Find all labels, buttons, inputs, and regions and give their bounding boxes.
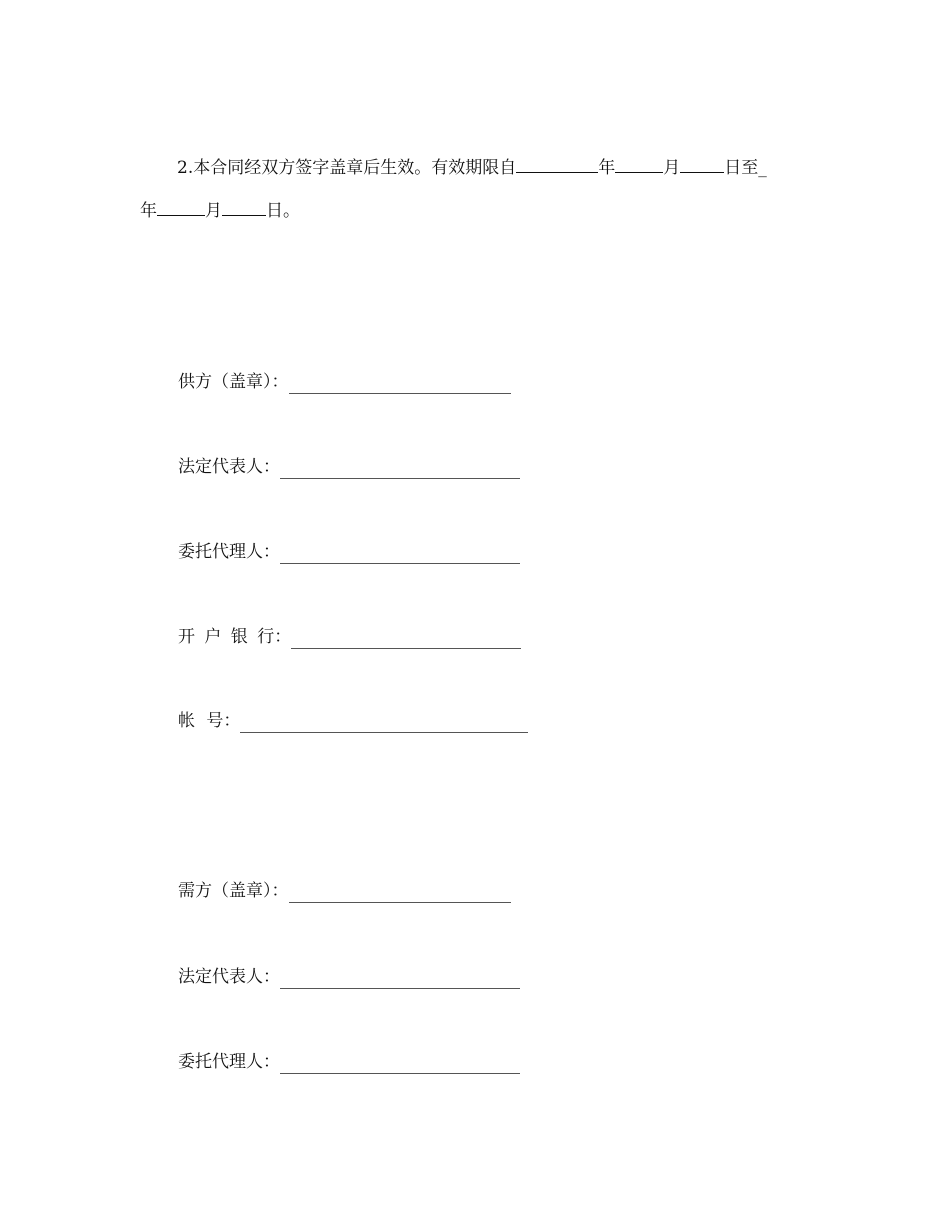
supplier-bank-label: 开 户 银 行：	[178, 627, 292, 647]
start-day-blank	[680, 156, 724, 173]
buyer-rep-row	[178, 965, 520, 989]
supplier-seal-label: 供方（盖章）：	[178, 372, 289, 392]
buyer-seal-line	[289, 888, 511, 903]
validity-clause-text: 2.本合同经双方签字盖章后生效。有效期限自	[177, 158, 517, 178]
buyer-agent-row	[178, 1050, 520, 1074]
supplier-account-row	[178, 709, 528, 733]
validity-clause-line-1	[140, 156, 820, 180]
end-month-blank	[157, 199, 205, 216]
supplier-account-label: 帐 号：	[178, 711, 241, 731]
supplier-agent-row	[178, 540, 520, 564]
buyer-agent-label: 委托代理人：	[178, 1052, 280, 1072]
day-to-label: 日至	[724, 158, 759, 178]
buyer-rep-line	[280, 974, 520, 989]
supplier-account-line	[240, 718, 528, 733]
supplier-rep-line	[280, 464, 520, 479]
supplier-bank-row	[178, 625, 521, 649]
buyer-seal-label: 需方（盖章）：	[178, 881, 289, 901]
supplier-agent-line	[280, 549, 520, 564]
month-label: 月	[663, 158, 681, 178]
end-month-label: 月	[205, 201, 222, 221]
supplier-rep-row	[178, 455, 520, 479]
buyer-agent-line	[280, 1059, 520, 1074]
supplier-agent-label: 委托代理人：	[178, 542, 280, 562]
buyer-rep-label: 法定代表人：	[178, 967, 280, 987]
year-label: 年	[598, 158, 616, 178]
supplier-seal-row	[178, 370, 511, 394]
trailing-underscore: _	[758, 158, 767, 178]
supplier-seal-line	[289, 379, 511, 394]
start-month-blank	[615, 156, 663, 173]
supplier-bank-line	[291, 634, 521, 649]
end-year-label: 年	[140, 201, 157, 221]
supplier-rep-label: 法定代表人：	[178, 457, 280, 477]
buyer-seal-row	[178, 879, 511, 903]
end-day-blank	[222, 199, 266, 216]
validity-clause-line-2	[140, 199, 820, 223]
start-year-blank	[516, 156, 598, 173]
end-day-label: 日。	[266, 201, 300, 221]
